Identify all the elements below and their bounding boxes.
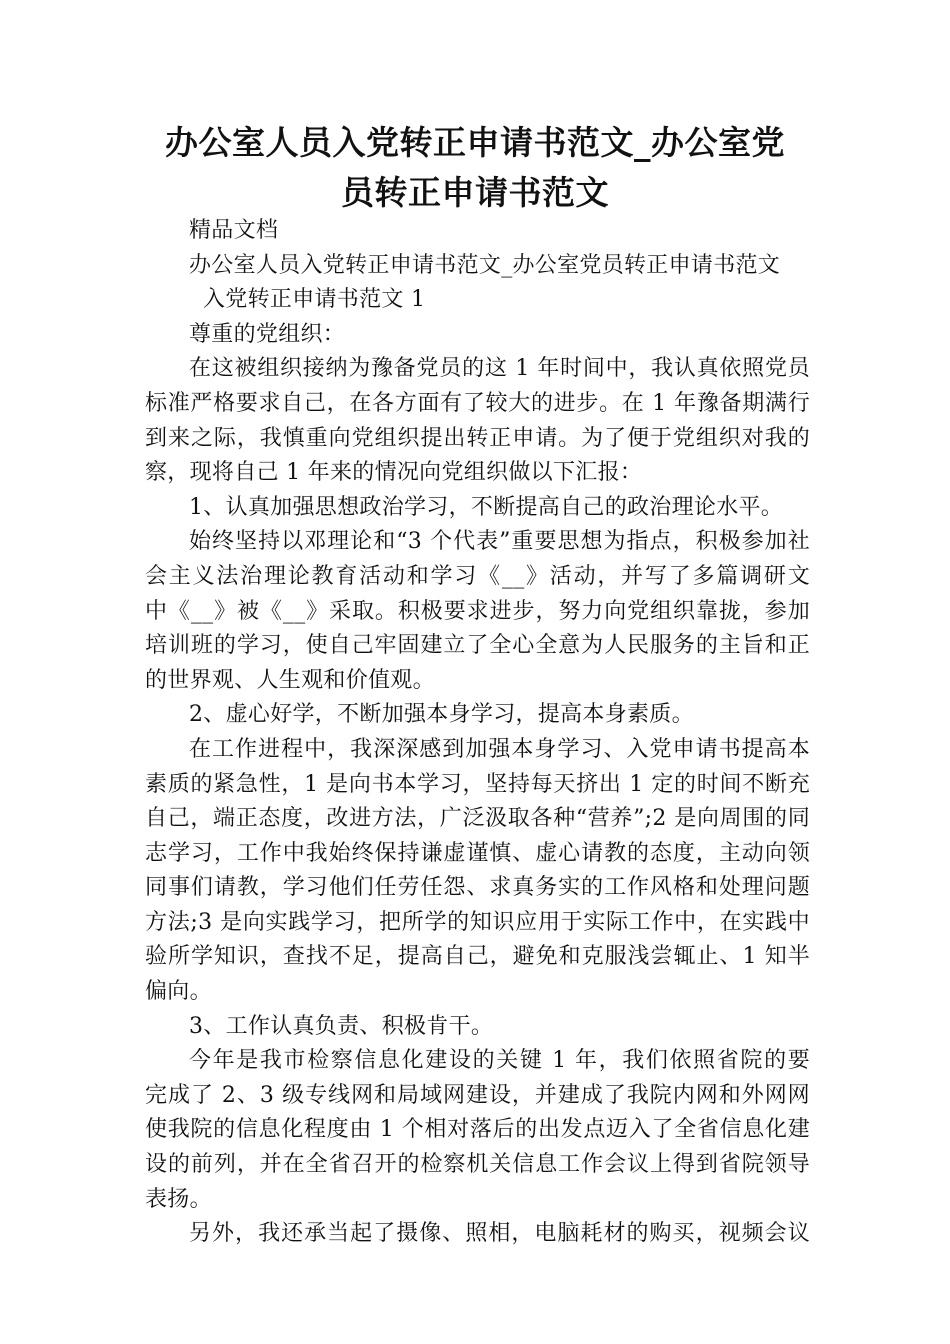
document-body bbox=[145, 214, 810, 1252]
paragraph-line: 察，现将自己 1 年来的情况向党组织做以下汇报： bbox=[145, 460, 643, 486]
paragraph-line: 验所学知识，查找不足，提高自己，避免和克服浅尝辄止、1 知半 bbox=[145, 944, 810, 970]
point-heading: 3、工作认真负责、积极肯干。 bbox=[189, 1013, 494, 1039]
title-line-1: 办公室人员入党转正申请书范文_办公室党 bbox=[165, 123, 785, 162]
paragraph-line: 培训班的学习，使自己牢固建立了全心全意为人民服务的主旨和正 bbox=[145, 633, 810, 659]
label-line: 精品文档 bbox=[189, 218, 279, 243]
paragraph-line: 在工作进程中，我深深感到加强本身学习、入党申请书提高本 bbox=[189, 736, 810, 762]
section-heading: 入党转正申请书范文 1 bbox=[203, 287, 426, 313]
paragraph-line: 标准严格要求自己，在各方面有了较大的进步。在 1 年豫备期满行 bbox=[145, 390, 810, 416]
paragraph-line: 始终坚持以邓理论和“3 个代表”重要思想为指点，积极参加社 bbox=[189, 529, 810, 555]
paragraph-line: 另外，我还承当起了摄像、照相，电脑耗材的购买，视频会议 bbox=[189, 1221, 810, 1247]
paragraph-line: 完成了 2、3 级专线网和局域网建设，并建成了我院内网和外网网 bbox=[145, 1082, 810, 1108]
paragraph-line: 到来之际，我慎重向党组织提出转正申请。为了便于党组织对我的 bbox=[145, 425, 810, 451]
subtitle-line: 办公室人员入党转正申请书范文_办公室党员转正申请书范文 bbox=[189, 252, 781, 278]
paragraph-line: 的世界观、人生观和价值观。 bbox=[145, 667, 435, 693]
paragraph-line: 表扬。 bbox=[145, 1186, 212, 1212]
paragraph-line: 偏向。 bbox=[145, 979, 212, 1005]
paragraph-line: 设的前列，并在全省召开的检察机关信息工作会议上得到省院领导 bbox=[145, 1152, 810, 1178]
paragraph-line: 素质的紧急性，1 是向书本学习，坚持每天挤出 1 定的时间不断充 bbox=[145, 771, 810, 797]
paragraph-line: 同事们请教，学习他们任劳任怨、求真务实的工作风格和处理问题 bbox=[145, 875, 810, 901]
paragraph-line: 中《__》被《__》采取。积极要求进步，努力向党组织靠拢，参加 bbox=[145, 598, 810, 624]
paragraph-line: 方法;3 是向实践学习，把所学的知识应用于实际工作中，在实践中 bbox=[145, 909, 810, 935]
paragraph-line: 自己，端正态度，改进方法，广泛汲取各种“营养”;2 是向周围的同 bbox=[145, 806, 810, 832]
paragraph-line: 使我院的信息化程度由 1 个相对落后的出发点迈入了全省信息化建 bbox=[145, 1117, 810, 1143]
paragraph-line: 志学习，工作中我始终保持谦虚谨慎、虚心请教的态度，主动向领 bbox=[145, 840, 810, 866]
paragraph-line: 在这被组织接纳为豫备党员的这 1 年时间中，我认真依照党员 bbox=[189, 356, 810, 382]
salutation: 尊重的党组织： bbox=[189, 321, 346, 347]
title-line-2: 员转正申请书范文 bbox=[341, 173, 609, 212]
paragraph-line: 会主义法治理论教育活动和学习《__》活动，并写了多篇调研文 bbox=[145, 563, 810, 589]
document-title bbox=[145, 118, 805, 218]
paragraph-line: 今年是我市检察信息化建设的关键 1 年，我们依照省院的要 bbox=[189, 1048, 810, 1074]
point-heading: 1、认真加强思想政治学习，不断提高自己的政治理论水平。 bbox=[189, 494, 784, 520]
point-heading: 2、虚心好学，不断加强本身学习，提高本身素质。 bbox=[189, 702, 694, 728]
